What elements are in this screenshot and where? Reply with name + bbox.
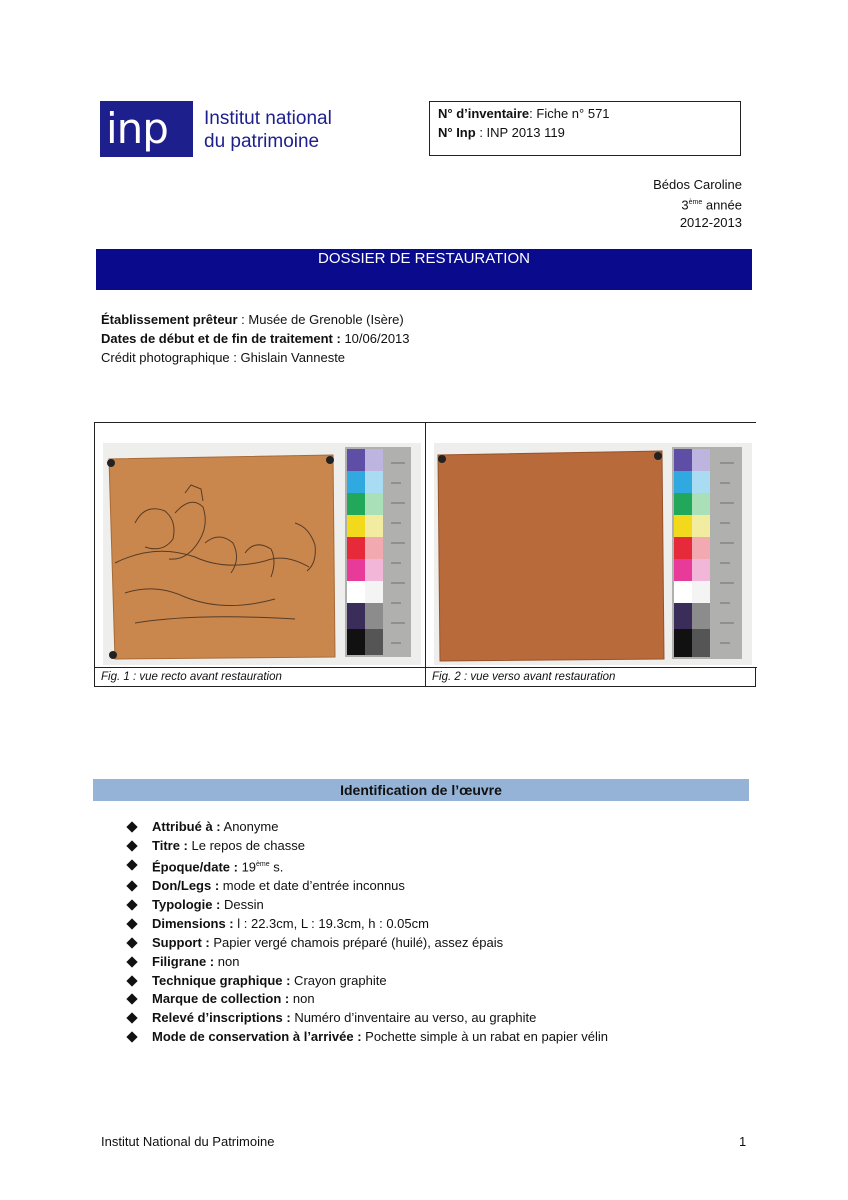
diamond-bullet-icon — [126, 975, 137, 986]
figure-caption-recto: Fig. 1 : vue recto avant restauration — [101, 671, 282, 683]
list-item: Dimensions : l : 22.3cm, L : 19.3cm, h : 0.05cm — [126, 915, 608, 934]
list-item: Typologie : Dessin — [126, 896, 608, 915]
student-name: Bédos Caroline — [653, 177, 742, 192]
logo-mark-text: inp — [106, 104, 168, 153]
diamond-bullet-icon — [126, 880, 137, 891]
diamond-bullet-icon — [126, 859, 137, 870]
footer-institution: Institut National du Patrimoine — [101, 1134, 275, 1149]
inp-value: : INP 2013 119 — [475, 125, 565, 140]
inventory-value: : Fiche n° 571 — [529, 106, 610, 121]
diamond-bullet-icon — [126, 994, 137, 1005]
lender-line: Établissement prêteur : Musée de Grenoble (Isère) — [101, 312, 404, 327]
dates-line: Dates de début et de fin de traitement : 10/06/2013 — [101, 331, 410, 346]
logo-name-line1: Institut national — [204, 108, 332, 129]
inventory-box — [429, 101, 741, 156]
list-item: Filigrane : non — [126, 953, 608, 972]
list-item: Relevé d’inscriptions : Numéro d’inventaire au verso, au graphite — [126, 1009, 608, 1028]
banner-title: DOSSIER DE RESTAURATION — [318, 250, 530, 267]
diamond-bullet-icon — [126, 1013, 137, 1024]
credit-line: Crédit photographique : Ghislain Vanneste — [101, 350, 346, 365]
identification-heading — [93, 779, 749, 801]
list-item: Attribué à : Anonyme — [126, 818, 608, 837]
document-banner — [96, 249, 752, 290]
identification-title: Identification de l’œuvre — [340, 782, 502, 798]
diamond-bullet-icon — [126, 899, 137, 910]
logo-name-line2: du patrimoine — [204, 131, 320, 152]
logo-mark-box — [100, 101, 193, 157]
inp-label: N° Inp — [438, 125, 476, 140]
diamond-bullet-icon — [126, 840, 137, 851]
student-year: 3ème année — [681, 197, 742, 213]
list-item: Mode de conservation à l’arrivée : Pochette simple à un rabat en papier vélin — [126, 1028, 608, 1047]
inp-logo — [100, 101, 360, 159]
diamond-bullet-icon — [126, 1032, 137, 1043]
list-item: Technique graphique : Crayon graphite — [126, 972, 608, 991]
page-number: 1 — [739, 1134, 747, 1149]
list-item: Époque/date : 19ème s. — [126, 856, 608, 877]
diamond-bullet-icon — [126, 956, 137, 967]
info-block — [101, 310, 410, 367]
list-item: Titre : Le repos de chasse — [126, 837, 608, 856]
logo-institution-name — [204, 107, 332, 153]
diamond-bullet-icon — [126, 918, 137, 929]
list-item: Don/Legs : mode et date d’entrée inconnus — [126, 877, 608, 896]
figures-table — [94, 422, 756, 687]
identification-list — [126, 818, 608, 1047]
diamond-bullet-icon — [126, 821, 137, 832]
inp-line — [438, 123, 740, 142]
diamond-bullet-icon — [126, 937, 137, 948]
list-item: Marque de collection : non — [126, 990, 608, 1009]
inventory-label: N° d’inventaire — [438, 106, 530, 121]
verso-photo — [426, 423, 757, 668]
figure-recto — [95, 423, 426, 686]
list-item: Support : Papier vergé chamois préparé (huilé), assez épais — [126, 934, 608, 953]
figure-caption-verso: Fig. 2 : vue verso avant restauration — [432, 671, 616, 683]
inventory-line — [438, 104, 740, 123]
figure-verso — [426, 423, 757, 686]
recto-photo — [95, 423, 425, 668]
student-info — [653, 176, 742, 232]
student-period: 2012-2013 — [679, 215, 742, 231]
